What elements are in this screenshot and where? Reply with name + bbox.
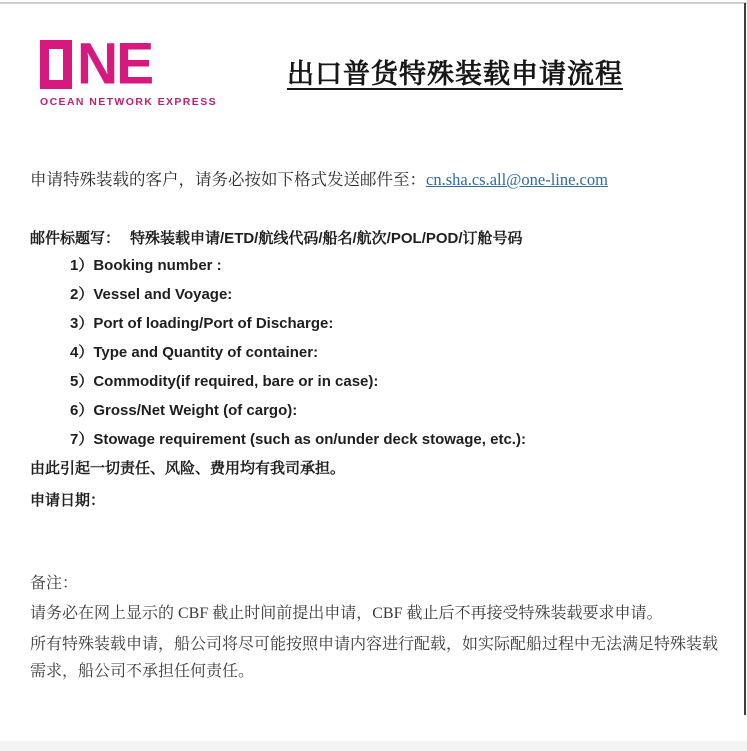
window-right-border xyxy=(744,3,746,715)
intro-line xyxy=(30,166,608,190)
notes-label: 备注： xyxy=(30,575,79,592)
requirements-list xyxy=(70,258,526,461)
list-item-ports: 3）Port of loading/Port of Discharge: xyxy=(70,315,334,332)
one-logo xyxy=(40,31,217,108)
subject-value: 特殊装载申请/ETD/航线代码/船名/航次/POL/POD/订舱号码 xyxy=(130,230,523,247)
document-title: 出口普货特殊装载申请流程 xyxy=(287,59,623,89)
list-item-commodity: 5）Commodity(if required, bare or in case): xyxy=(70,373,379,390)
subject-label: 邮件标题写： xyxy=(30,230,121,247)
intro-text: 申请特殊装载的客户，请务必按如下格式发送邮件至： xyxy=(30,170,426,189)
logo-tagline: OCEAN NETWORK EXPRESS xyxy=(40,96,217,108)
list-item-container-type: 4）Type and Quantity of container: xyxy=(70,344,319,361)
logo-letters-ne: NE xyxy=(77,31,153,97)
bottom-scrollbar-track xyxy=(0,741,747,751)
application-date-label: 申请日期： xyxy=(30,492,106,509)
list-item-stowage: 7）Stowage requirement (such as on/under deck stowage, etc.): xyxy=(70,431,526,448)
list-item-booking-number: 1）Booking number : xyxy=(70,257,222,274)
note-cbf-deadline: 请务必在网上显示的 CBF 截止时间前提出申请，CBF 截止后不再接受特殊装载要求申请。 xyxy=(30,605,663,622)
list-item-weight: 6）Gross/Net Weight (of cargo): xyxy=(70,402,298,419)
note-stowage-disclaimer: 所有特殊装载申请，船公司将尽可能按照申请内容进行配载，如实际配船过程中无法满足特殊装载需求，船公司不承担任何责任。 xyxy=(30,636,719,680)
email-link[interactable]: cn.sha.cs.all@one-line.com xyxy=(426,170,608,189)
one-logo-letters xyxy=(40,31,210,97)
logo-letter-o-icon xyxy=(40,40,72,89)
liability-statement: 由此引起一切责任、风险、费用均有我司承担。 xyxy=(30,460,346,477)
window-top-border xyxy=(0,2,747,4)
list-item-vessel-voyage: 2）Vessel and Voyage: xyxy=(70,286,233,303)
email-subject-line xyxy=(30,227,523,248)
